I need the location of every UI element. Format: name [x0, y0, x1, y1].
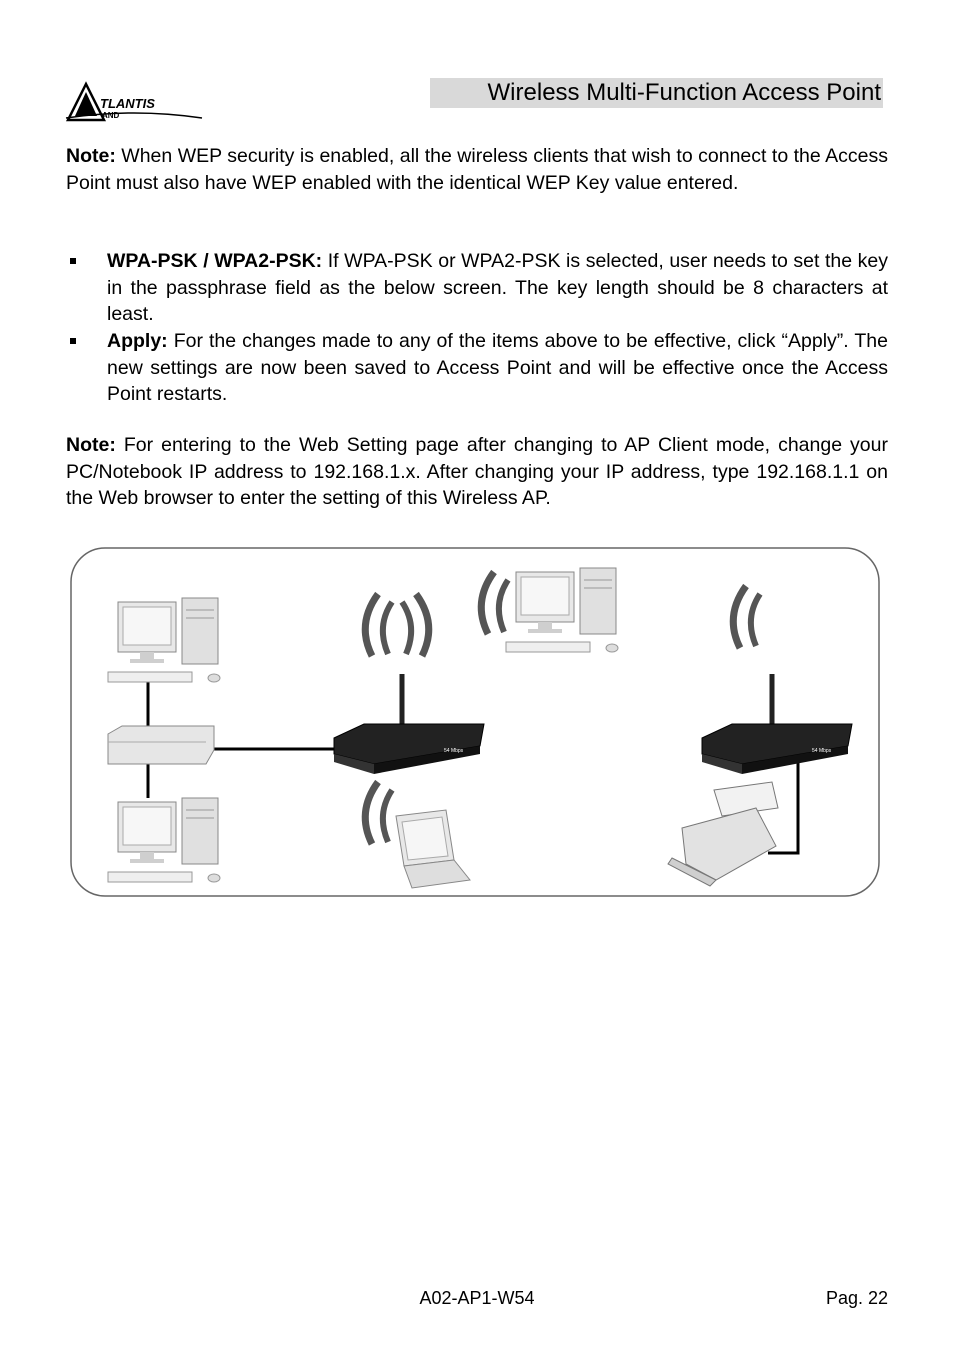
- note-ap-client-text: For entering to the Web Setting page after changing to AP Client mode, change your PC/Notebook IP address to 192.168.1.x. After changing your IP address, type 192.168.1.1 on the Web browser to enter the setting of this Wireless AP.: [66, 434, 888, 509]
- header-title-text: Wireless Multi-Function Access Point: [487, 79, 881, 106]
- bullet-wpa-psk-label: WPA-PSK / WPA2-PSK:: [107, 250, 323, 272]
- bullet-square-icon: [70, 338, 76, 344]
- note-wep: [66, 143, 888, 196]
- note-ap-client-label: Note:: [66, 434, 116, 456]
- svg-text:TLANTIS: TLANTIS: [100, 96, 155, 111]
- atlantis-logo: [64, 78, 204, 126]
- footer-page-number: Pag. 22: [825, 1288, 888, 1308]
- svg-text:AND: AND: [102, 111, 120, 120]
- page-header-title: [430, 78, 883, 108]
- note-wep-text: When WEP security is enabled, all the wireless clients that wish to connect to the Access Point must also have WEP enabled with the identical WEP Key value entered.: [66, 145, 888, 194]
- network-diagram: [66, 546, 884, 898]
- network-switch-icon: [108, 726, 214, 764]
- bullet-wpa-psk-text-block: [107, 248, 888, 328]
- bullet-apply-text: For the changes made to any of the items above to be effective, click “Apply”. The new settings are now been saved to Access Point and will be effective once the Access Point restarts.: [107, 330, 888, 405]
- bullet-wpa-psk-text: If WPA-PSK or WPA2-PSK is selected, user needs to set the key in the passphrase field as the below screen. The key length should be 8 characters at least.: [107, 250, 888, 325]
- footer-model: A02-AP1-W54: [419, 1288, 535, 1308]
- bullet-apply-label: Apply:: [107, 330, 168, 352]
- note-ap-client: [66, 432, 888, 512]
- note-wep-label: Note:: [66, 145, 116, 167]
- bullet-square-icon: [70, 258, 76, 264]
- bullet-apply-text-block: [107, 328, 888, 408]
